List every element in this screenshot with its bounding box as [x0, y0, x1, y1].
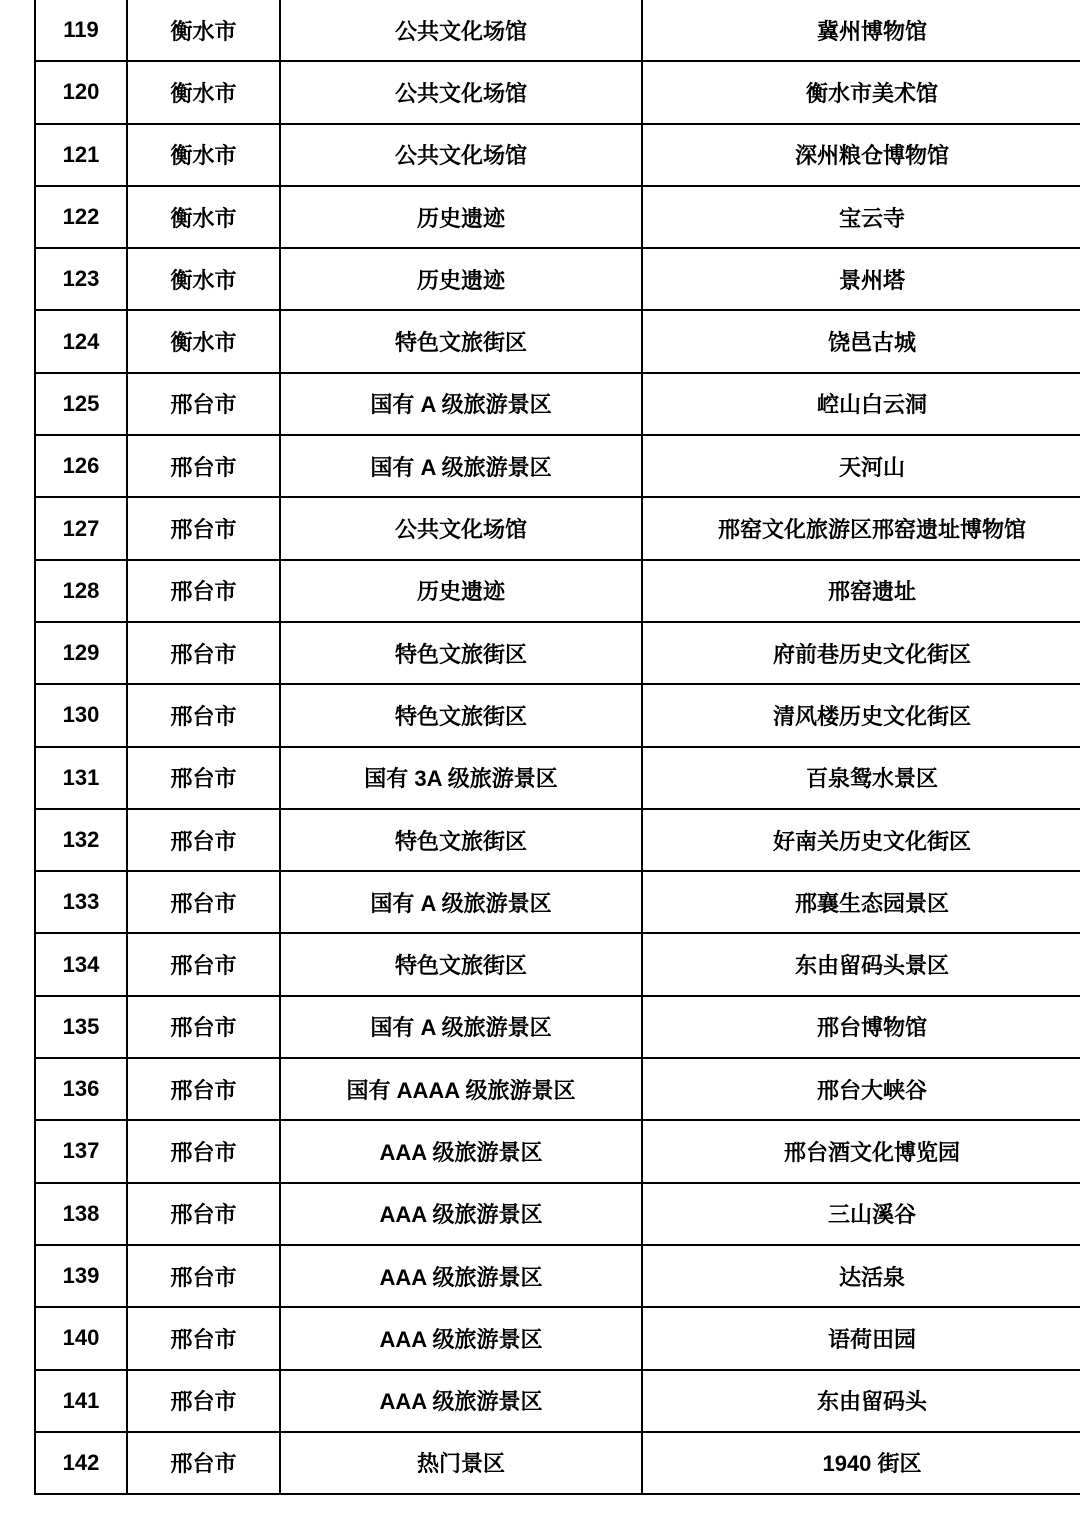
- city-cell: 邢台市: [127, 373, 280, 435]
- row-number-cell: 134: [35, 933, 127, 995]
- row-number-cell: 128: [35, 560, 127, 622]
- category-cell: 历史遗迹: [280, 248, 642, 310]
- category-cell: 特色文旅街区: [280, 622, 642, 684]
- table-row: [35, 435, 1080, 497]
- city-cell: 邢台市: [127, 747, 280, 809]
- row-number-cell: 131: [35, 747, 127, 809]
- category-cell: 国有 A 级旅游景区: [280, 373, 642, 435]
- city-cell: 邢台市: [127, 933, 280, 995]
- row-number-cell: 132: [35, 809, 127, 871]
- city-cell: 邢台市: [127, 1370, 280, 1432]
- row-number-cell: 130: [35, 684, 127, 746]
- table-row: [35, 747, 1080, 809]
- venue-name-cell: 1940 街区: [642, 1432, 1080, 1494]
- table-row: [35, 373, 1080, 435]
- table-row: [35, 1307, 1080, 1369]
- venue-name-cell: 邢台大峡谷: [642, 1058, 1080, 1120]
- category-cell: AAA 级旅游景区: [280, 1120, 642, 1182]
- category-cell: 公共文化场馆: [280, 124, 642, 186]
- table-row: [35, 1370, 1080, 1432]
- city-cell: 邢台市: [127, 1245, 280, 1307]
- category-cell: 历史遗迹: [280, 186, 642, 248]
- table-row: [35, 0, 1080, 61]
- table-row: [35, 871, 1080, 933]
- table-row: [35, 1245, 1080, 1307]
- venue-name-cell: 崆山白云洞: [642, 373, 1080, 435]
- table-row: [35, 61, 1080, 123]
- venue-name-cell: 饶邑古城: [642, 310, 1080, 372]
- row-number-cell: 138: [35, 1183, 127, 1245]
- category-cell: 公共文化场馆: [280, 0, 642, 61]
- table-row: [35, 560, 1080, 622]
- row-number-cell: 121: [35, 124, 127, 186]
- venue-name-cell: 宝云寺: [642, 186, 1080, 248]
- row-number-cell: 126: [35, 435, 127, 497]
- city-cell: 邢台市: [127, 1307, 280, 1369]
- venue-name-cell: 语荷田园: [642, 1307, 1080, 1369]
- city-cell: 衡水市: [127, 310, 280, 372]
- city-cell: 邢台市: [127, 871, 280, 933]
- category-cell: 国有 A 级旅游景区: [280, 871, 642, 933]
- category-cell: 历史遗迹: [280, 560, 642, 622]
- table-row: [35, 622, 1080, 684]
- city-cell: 邢台市: [127, 560, 280, 622]
- category-cell: 国有 AAAA 级旅游景区: [280, 1058, 642, 1120]
- venue-name-cell: 邢台酒文化博览园: [642, 1120, 1080, 1182]
- category-cell: 公共文化场馆: [280, 497, 642, 559]
- city-cell: 邢台市: [127, 1058, 280, 1120]
- category-cell: AAA 级旅游景区: [280, 1307, 642, 1369]
- row-number-cell: 119: [35, 0, 127, 61]
- table-row: [35, 124, 1080, 186]
- row-number-cell: 142: [35, 1432, 127, 1494]
- city-cell: 衡水市: [127, 61, 280, 123]
- venue-name-cell: 府前巷历史文化街区: [642, 622, 1080, 684]
- category-cell: AAA 级旅游景区: [280, 1370, 642, 1432]
- row-number-cell: 133: [35, 871, 127, 933]
- venue-name-cell: 冀州博物馆: [642, 0, 1080, 61]
- table-row: [35, 310, 1080, 372]
- attractions-table: [34, 0, 1080, 1495]
- row-number-cell: 124: [35, 310, 127, 372]
- city-cell: 邢台市: [127, 497, 280, 559]
- table-row: [35, 186, 1080, 248]
- row-number-cell: 141: [35, 1370, 127, 1432]
- category-cell: 特色文旅街区: [280, 310, 642, 372]
- table-row: [35, 1432, 1080, 1494]
- venue-name-cell: 三山溪谷: [642, 1183, 1080, 1245]
- table-row: [35, 1058, 1080, 1120]
- table-row: [35, 933, 1080, 995]
- category-cell: 公共文化场馆: [280, 61, 642, 123]
- table-row: [35, 1183, 1080, 1245]
- venue-name-cell: 天河山: [642, 435, 1080, 497]
- venue-name-cell: 深州粮仓博物馆: [642, 124, 1080, 186]
- row-number-cell: 135: [35, 996, 127, 1058]
- venue-name-cell: 百泉鸳水景区: [642, 747, 1080, 809]
- category-cell: AAA 级旅游景区: [280, 1245, 642, 1307]
- row-number-cell: 139: [35, 1245, 127, 1307]
- row-number-cell: 127: [35, 497, 127, 559]
- row-number-cell: 125: [35, 373, 127, 435]
- table-row: [35, 809, 1080, 871]
- city-cell: 邢台市: [127, 1183, 280, 1245]
- city-cell: 邢台市: [127, 684, 280, 746]
- category-cell: AAA 级旅游景区: [280, 1183, 642, 1245]
- row-number-cell: 136: [35, 1058, 127, 1120]
- table-row: [35, 996, 1080, 1058]
- category-cell: 特色文旅街区: [280, 809, 642, 871]
- table-row: [35, 497, 1080, 559]
- venue-name-cell: 东由留码头: [642, 1370, 1080, 1432]
- city-cell: 衡水市: [127, 186, 280, 248]
- row-number-cell: 123: [35, 248, 127, 310]
- category-cell: 特色文旅街区: [280, 684, 642, 746]
- city-cell: 衡水市: [127, 0, 280, 61]
- category-cell: 国有 A 级旅游景区: [280, 435, 642, 497]
- table-row: [35, 248, 1080, 310]
- city-cell: 衡水市: [127, 248, 280, 310]
- city-cell: 邢台市: [127, 1432, 280, 1494]
- city-cell: 衡水市: [127, 124, 280, 186]
- venue-name-cell: 东由留码头景区: [642, 933, 1080, 995]
- category-cell: 国有 3A 级旅游景区: [280, 747, 642, 809]
- venue-name-cell: 好南关历史文化街区: [642, 809, 1080, 871]
- category-cell: 国有 A 级旅游景区: [280, 996, 642, 1058]
- row-number-cell: 137: [35, 1120, 127, 1182]
- row-number-cell: 140: [35, 1307, 127, 1369]
- city-cell: 邢台市: [127, 435, 280, 497]
- venue-name-cell: 衡水市美术馆: [642, 61, 1080, 123]
- row-number-cell: 129: [35, 622, 127, 684]
- venue-name-cell: 邢窑遗址: [642, 560, 1080, 622]
- row-number-cell: 120: [35, 61, 127, 123]
- venue-name-cell: 邢襄生态园景区: [642, 871, 1080, 933]
- category-cell: 特色文旅街区: [280, 933, 642, 995]
- row-number-cell: 122: [35, 186, 127, 248]
- venue-name-cell: 达活泉: [642, 1245, 1080, 1307]
- city-cell: 邢台市: [127, 996, 280, 1058]
- venue-name-cell: 邢窑文化旅游区邢窑遗址博物馆: [642, 497, 1080, 559]
- table-row: [35, 1120, 1080, 1182]
- city-cell: 邢台市: [127, 809, 280, 871]
- city-cell: 邢台市: [127, 1120, 280, 1182]
- attractions-table-body: [35, 0, 1080, 1494]
- table-row: [35, 684, 1080, 746]
- category-cell: 热门景区: [280, 1432, 642, 1494]
- city-cell: 邢台市: [127, 622, 280, 684]
- venue-name-cell: 景州塔: [642, 248, 1080, 310]
- venue-name-cell: 邢台博物馆: [642, 996, 1080, 1058]
- venue-name-cell: 清风楼历史文化街区: [642, 684, 1080, 746]
